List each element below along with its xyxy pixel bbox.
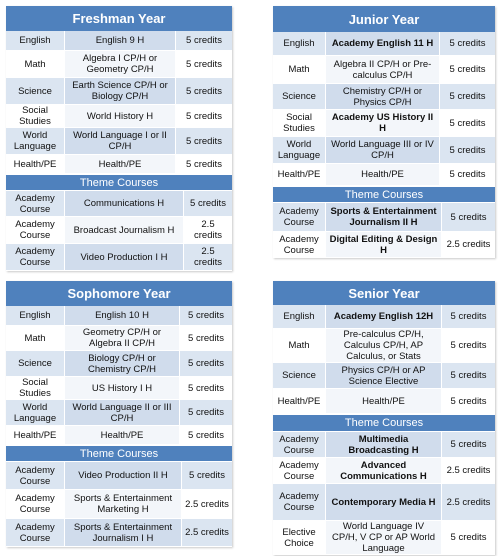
senior-theme-header: Theme Courses (273, 414, 495, 432)
subject-cell: World Language (6, 400, 64, 426)
credits-cell: 5 credits (176, 31, 232, 51)
table-row (273, 203, 495, 232)
credits-cell: 2.5 credits (442, 232, 495, 258)
table-row (6, 326, 232, 351)
course-cell: Chemistry CP/H or Physics CP/H (325, 84, 440, 110)
course-cell: Academy English 12H (325, 305, 442, 329)
freshman-theme-table (6, 191, 232, 271)
freshman-title: Freshman Year (6, 6, 232, 31)
credits-cell: 5 credits (440, 137, 495, 164)
credits-cell: 2.5 credits (442, 484, 495, 521)
table-row (6, 244, 232, 271)
table-row (6, 217, 232, 244)
subject-cell: Health/PE (273, 389, 325, 414)
junior-core-table (273, 32, 495, 186)
subject-cell: Social Studies (6, 377, 64, 400)
course-cell: World Language II or III CP/H (64, 400, 180, 426)
subject-cell: Health/PE (273, 164, 325, 186)
course-cell: Contemporary Media H (325, 484, 442, 521)
junior-panel (273, 6, 495, 258)
course-cell: World History H (64, 105, 176, 128)
subject-cell: World Language (273, 137, 325, 164)
credits-cell: 5 credits (442, 521, 495, 555)
sophomore-panel (6, 281, 232, 547)
table-row (273, 56, 495, 84)
subject-cell: Science (6, 351, 64, 377)
credits-cell: 5 credits (442, 363, 495, 389)
subject-cell: Academy Course (273, 484, 325, 521)
table-row (6, 128, 232, 155)
course-cell: Geometry CP/H or Algebra II CP/H (64, 326, 180, 351)
table-row (6, 51, 232, 78)
course-cell: Physics CP/H or AP Science Elective (325, 363, 442, 389)
credits-cell: 5 credits (180, 326, 232, 351)
table-row (273, 363, 495, 389)
subject-cell: Math (6, 51, 64, 78)
course-cell: Video Production II H (64, 462, 182, 490)
subject-cell: Science (6, 78, 64, 105)
table-row (273, 389, 495, 414)
course-cell: Algebra II CP/H or Pre-calculus CP/H (325, 56, 440, 84)
subject-cell: Science (273, 84, 325, 110)
subject-cell: Math (6, 326, 64, 351)
subject-cell: English (6, 306, 64, 326)
course-cell: Advanced Communications H (325, 458, 442, 484)
subject-cell: Academy Course (6, 191, 64, 217)
freshman-core-table (6, 31, 232, 174)
credits-cell: 5 credits (180, 351, 232, 377)
course-cell: English 9 H (64, 31, 176, 51)
credits-cell: 5 credits (176, 128, 232, 155)
subject-cell: Academy Course (273, 458, 325, 484)
table-row (6, 31, 232, 51)
credits-cell: 5 credits (176, 51, 232, 78)
course-cell: World Language III or IV CP/H (325, 137, 440, 164)
course-cell: Health/PE (64, 426, 180, 445)
course-cell: Sports & Entertainment Journalism I H (64, 519, 182, 547)
table-row (273, 305, 495, 329)
course-cell: Health/PE (325, 389, 442, 414)
course-cell: Earth Science CP/H or Biology CP/H (64, 78, 176, 105)
table-row (273, 32, 495, 56)
table-row (273, 164, 495, 186)
table-row (6, 155, 232, 174)
course-cell: Communications H (64, 191, 184, 217)
subject-cell: Science (273, 363, 325, 389)
table-row (6, 490, 232, 519)
credits-cell: 5 credits (176, 105, 232, 128)
table-row (6, 351, 232, 377)
sophomore-title: Sophomore Year (6, 281, 232, 306)
subject-cell: Academy Course (6, 490, 64, 519)
senior-theme-table (273, 432, 495, 555)
table-row (273, 84, 495, 110)
table-row (6, 105, 232, 128)
table-row (273, 110, 495, 137)
table-row (6, 462, 232, 490)
course-cell: Sports & Entertainment Marketing H (64, 490, 182, 519)
credits-cell: 2.5 credits (182, 519, 232, 547)
course-cell: Academy US History II H (325, 110, 440, 137)
course-cell: Health/PE (64, 155, 176, 174)
subject-cell: World Language (6, 128, 64, 155)
subject-cell: Social Studies (6, 105, 64, 128)
course-cell: World Language I or II CP/H (64, 128, 176, 155)
credits-cell: 5 credits (180, 400, 232, 426)
table-row (273, 329, 495, 363)
table-row (6, 426, 232, 445)
course-cell: Broadcast Journalism H (64, 217, 184, 244)
course-cell: Algebra I CP/H or Geometry CP/H (64, 51, 176, 78)
course-cell: Pre-calculus CP/H, Calculus CP/H, AP Calculus, or Stats (325, 329, 442, 363)
subject-cell: Health/PE (6, 155, 64, 174)
course-cell: Biology CP/H or Chemistry CP/H (64, 351, 180, 377)
subject-cell: English (273, 32, 325, 56)
credits-cell: 5 credits (176, 78, 232, 105)
junior-theme-table (273, 203, 495, 258)
junior-theme-header: Theme Courses (273, 186, 495, 203)
credits-cell: 5 credits (184, 191, 232, 217)
freshman-theme-header: Theme Courses (6, 174, 232, 191)
credits-cell: 5 credits (180, 306, 232, 326)
credits-cell: 5 credits (442, 432, 495, 458)
course-cell: Video Production I H (64, 244, 184, 271)
sophomore-theme-table (6, 462, 232, 547)
table-row (6, 519, 232, 547)
subject-cell: Academy Course (273, 232, 325, 258)
subject-cell: Health/PE (6, 426, 64, 445)
credits-cell: 5 credits (176, 155, 232, 174)
credits-cell: 5 credits (442, 329, 495, 363)
credits-cell: 5 credits (440, 164, 495, 186)
table-row (273, 458, 495, 484)
subject-cell: Academy Course (6, 244, 64, 271)
credits-cell: 5 credits (440, 84, 495, 110)
subject-cell: Academy Course (273, 203, 325, 232)
subject-cell: English (273, 305, 325, 329)
sophomore-theme-header: Theme Courses (6, 445, 232, 462)
credits-cell: 5 credits (440, 110, 495, 137)
credits-cell: 5 credits (182, 462, 232, 490)
course-cell: US History I H (64, 377, 180, 400)
course-cell: Health/PE (325, 164, 440, 186)
credits-cell: 2.5 credits (182, 490, 232, 519)
course-cell: Multimedia Broadcasting H (325, 432, 442, 458)
course-cell: Digital Editing & Design H (325, 232, 442, 258)
table-row (273, 521, 495, 555)
subject-cell: Academy Course (6, 217, 64, 244)
credits-cell: 5 credits (180, 426, 232, 445)
table-row (273, 484, 495, 521)
credits-cell: 5 credits (442, 203, 495, 232)
course-cell: English 10 H (64, 306, 180, 326)
credits-cell: 5 credits (440, 32, 495, 56)
subject-cell: Academy Course (6, 519, 64, 547)
subject-cell: Academy Course (6, 462, 64, 490)
subject-cell: Academy Course (273, 432, 325, 458)
table-row (6, 377, 232, 400)
table-row (6, 191, 232, 217)
table-row (273, 137, 495, 164)
course-cell: Academy English 11 H (325, 32, 440, 56)
table-row (273, 432, 495, 458)
subject-cell: Math (273, 56, 325, 84)
course-cell: Sports & Entertainment Journalism II H (325, 203, 442, 232)
credits-cell: 2.5 credits (184, 217, 232, 244)
course-cell: World Language IV CP/H, V CP or AP World Language (325, 521, 442, 555)
subject-cell: Elective Choice (273, 521, 325, 555)
table-row (6, 78, 232, 105)
credits-cell: 5 credits (442, 389, 495, 414)
table-row (273, 232, 495, 258)
credits-cell: 2.5 credits (184, 244, 232, 271)
credits-cell: 2.5 credits (442, 458, 495, 484)
senior-core-table (273, 305, 495, 414)
subject-cell: Math (273, 329, 325, 363)
subject-cell: Social Studies (273, 110, 325, 137)
table-row (6, 400, 232, 426)
senior-title: Senior Year (273, 281, 495, 305)
credits-cell: 5 credits (440, 56, 495, 84)
junior-title: Junior Year (273, 6, 495, 32)
credits-cell: 5 credits (180, 377, 232, 400)
senior-panel (273, 281, 495, 555)
credits-cell: 5 credits (442, 305, 495, 329)
sophomore-core-table (6, 306, 232, 445)
subject-cell: English (6, 31, 64, 51)
table-row (6, 306, 232, 326)
freshman-panel (6, 6, 232, 271)
